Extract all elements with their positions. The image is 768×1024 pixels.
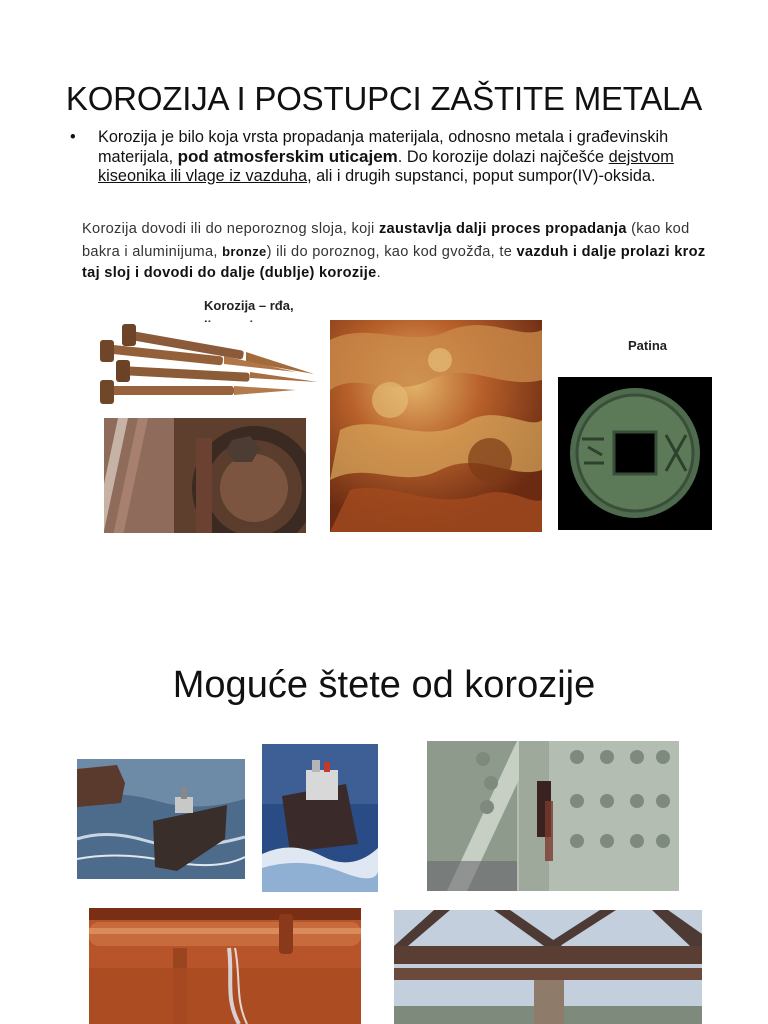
bullet-text-underlined: dejstvom kiseonika ili vlage iz vazduha [98, 148, 674, 185]
label-rust-line1: Korozija – rđa, [204, 298, 294, 313]
patina-coin-image [558, 377, 712, 530]
bullet-text-part1: Korozija je bilo koja vrsta propadanja materijala, odnosno metala i građevinskih materijala, [98, 128, 669, 166]
rusty-bolts-image [96, 322, 322, 412]
para-part1: Korozija dovodi ili do neporoznog sloja, koji [82, 221, 379, 237]
corrosion-paragraph [82, 219, 722, 285]
bridge-truss-image [394, 910, 702, 1024]
bullet-text-part3: , ali i drugih supstanci, poput sumpor(IV)-oksida. [307, 167, 656, 185]
slide-title-corrosion: KOROZIJA I POSTUPCI ZAŠTITE METALA [65, 80, 703, 117]
bullet-text-bold: pod atmosferskim uticajem [177, 147, 398, 166]
para-bold3: vazduh i dalje prolazi kroz taj sloj i dovodi do dalje (dublje) korozije [82, 243, 706, 281]
bullet-symbol: • [70, 128, 76, 146]
para-part3: ) ili do poroznog, kao kod gvožđa, te [266, 243, 517, 260]
para-bold2: bronze [222, 243, 267, 259]
corroded-girder-image [427, 741, 679, 891]
ship-storm-image [262, 744, 378, 892]
bullet-text [98, 128, 710, 186]
rusty-machine-image [104, 418, 306, 533]
bullet-definition [70, 128, 710, 186]
slide-title-damage: Moguće štete od korozije [172, 664, 596, 706]
rusty-pipe-image [89, 908, 361, 1024]
sinking-ship-image [77, 759, 245, 879]
para-part4: . [376, 265, 381, 281]
para-bold1: zaustavlja dalji proces propadanja [378, 221, 627, 237]
rust-closeup-image [330, 320, 542, 532]
bullet-text-part2: . Do korozije dolazi najčešće [397, 148, 609, 166]
label-patina: Patina [628, 338, 668, 353]
para-part2: (kao kod bakra i aluminijuma, [82, 221, 690, 260]
